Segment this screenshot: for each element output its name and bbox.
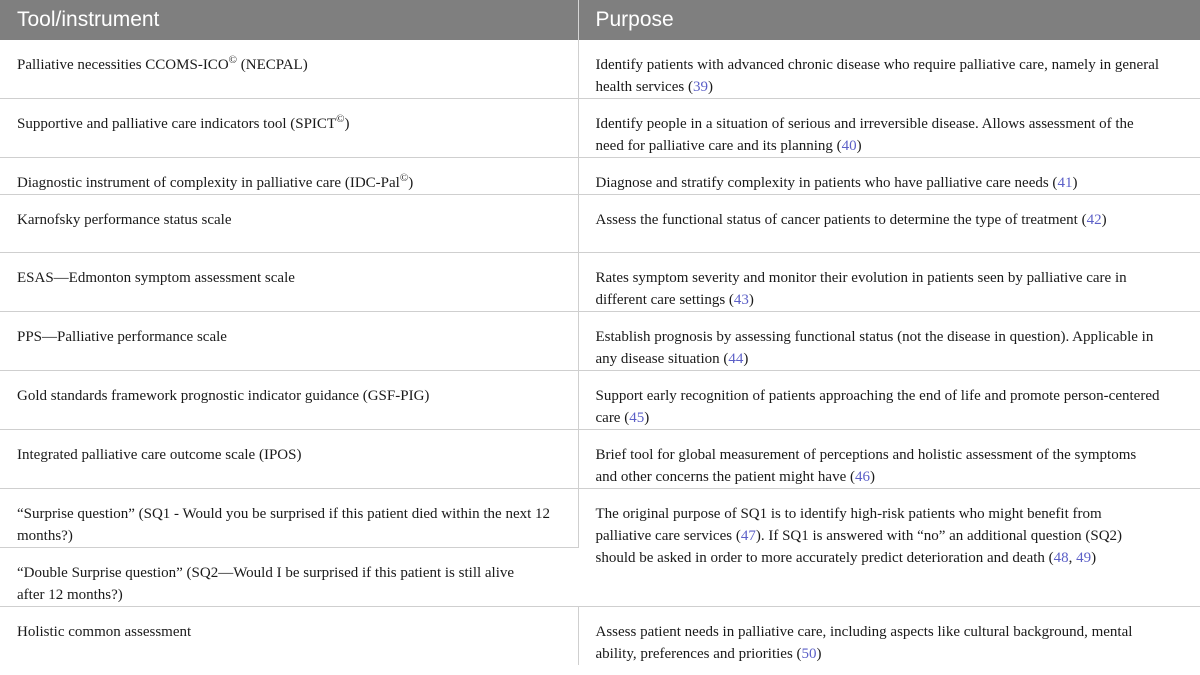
table-row (0, 158, 1200, 195)
tool-cell: Holistic common assessment (0, 607, 578, 666)
citation-link[interactable]: 49 (1076, 550, 1092, 566)
citation-link[interactable]: 45 (629, 410, 645, 426)
purpose-cell: Identify people in a situation of serious and irreversible disease. Allows assessment of the need for palliative care and its planning (40) (578, 99, 1200, 158)
citation-link[interactable]: 50 (801, 646, 817, 662)
purpose-cell: The original purpose of SQ1 is to identify high-risk patients who might benefit from palliative care services (47). If SQ1 is answered with “no” an additional question (SQ2) should be asked in order to more accurately predict deterioration and death (48, 49) (578, 489, 1200, 607)
purpose-cell: Brief tool for global measurement of perceptions and holistic assessment of the symptoms and other concerns the patient might have (46) (578, 430, 1200, 489)
purpose-cell: Identify patients with advanced chronic disease who require palliative care, namely in general health services (39) (578, 40, 1200, 99)
header-row (0, 0, 1200, 40)
copyright-mark: © (228, 54, 238, 66)
citation-link[interactable]: 39 (692, 79, 708, 95)
citation-link[interactable]: 40 (841, 138, 857, 154)
citation-link[interactable]: 43 (733, 292, 749, 308)
tool-cell: ESAS—Edmonton symptom assessment scale (0, 253, 578, 312)
citation-link[interactable]: 44 (728, 351, 744, 367)
tool-cell: Supportive and palliative care indicators tool (SPICT©) (0, 99, 578, 158)
copyright-mark: © (336, 113, 345, 125)
citation-link[interactable]: 42 (1086, 212, 1102, 228)
table-row (0, 195, 1200, 253)
purpose-cell: Diagnose and stratify complexity in patients who have palliative care needs (41) (578, 158, 1200, 195)
table-row (0, 99, 1200, 158)
table-row (0, 489, 1200, 548)
purpose-cell: Support early recognition of patients approaching the end of life and promote person-centered care (45) (578, 371, 1200, 430)
purpose-cell: Establish prognosis by assessing functional status (not the disease in question). Applicable in any disease situation (44) (578, 312, 1200, 371)
citation-link[interactable]: 48 (1053, 550, 1069, 566)
tool-cell: PPS—Palliative performance scale (0, 312, 578, 371)
tool-cell: Palliative necessities CCOMS-ICO© (NECPAL) (0, 40, 578, 99)
table-row (0, 430, 1200, 489)
table-row (0, 312, 1200, 371)
tool-cell: Diagnostic instrument of complexity in palliative care (IDC-Pal©) (0, 158, 578, 195)
purpose-cell: Rates symptom severity and monitor their evolution in patients seen by palliative care in different care settings (43) (578, 253, 1200, 312)
tool-cell: “Surprise question” (SQ1 - Would you be surprised if this patient died within the next 12 months?) (0, 489, 578, 548)
table-row (0, 40, 1200, 99)
table-row (0, 607, 1200, 666)
purpose-cell: Assess patient needs in palliative care, including aspects like cultural background, mental ability, preferences and priorities (50) (595, 624, 1133, 662)
citation-link[interactable]: 46 (855, 469, 870, 485)
header-purpose: Purpose (578, 0, 1200, 40)
header-tool: Tool/instrument (0, 0, 578, 40)
citation-link[interactable]: 41 (1057, 175, 1073, 191)
tool-cell: Karnofsky performance status scale (0, 195, 578, 253)
citation-link[interactable]: 47 (740, 528, 756, 544)
table-row (0, 371, 1200, 430)
copyright-mark: © (399, 172, 409, 184)
tool-cell: Gold standards framework prognostic indicator guidance (GSF-PIG) (0, 371, 578, 430)
table-row (0, 253, 1200, 312)
tool-cell: Integrated palliative care outcome scale (IPOS) (0, 430, 578, 489)
purpose-cell: Assess the functional status of cancer patients to determine the type of treatment (42) (578, 195, 1200, 253)
tool-cell: “Double Surprise question” (SQ2—Would I be surprised if this patient is still alive after 12 months?) (0, 548, 578, 607)
